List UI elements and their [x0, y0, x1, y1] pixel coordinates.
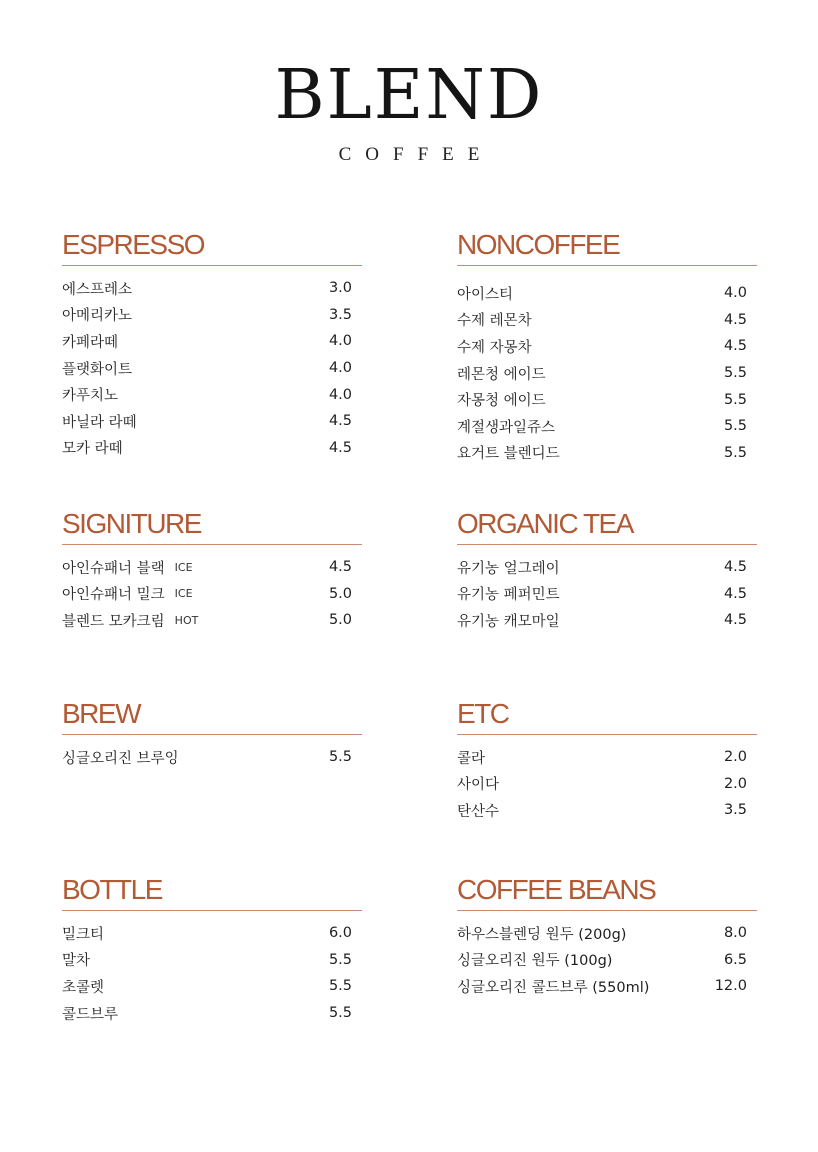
menu-item-price: 4.5	[328, 559, 352, 576]
menu-item-name: 아인슈패너 블랙	[62, 560, 165, 577]
menu-item-name: 콜드브루	[62, 1006, 119, 1023]
menu-item-name: 싱글오리진 브루잉	[62, 750, 179, 767]
section-divider	[457, 265, 757, 266]
section-title: SIGNITURE	[62, 508, 201, 539]
menu-item-name: 아메리카노	[62, 308, 133, 325]
menu-item-name: 레몬청 에이드	[457, 366, 546, 383]
menu-item-name: 콜라	[457, 750, 486, 767]
section-noncoffee	[457, 227, 757, 466]
menu-item	[457, 797, 757, 824]
menu-item	[457, 607, 757, 634]
menu-item-price: 5.5	[328, 749, 352, 766]
menu-item-name: 블렌드 모카크림	[62, 613, 165, 630]
menu-item-name: 수제 레몬차	[457, 313, 532, 330]
menu-item	[62, 581, 362, 608]
menu-item-temperature-tag: ICE	[174, 587, 193, 601]
menu-item	[62, 355, 362, 382]
menu-item-name: 싱글오리진 원두 (100g)	[457, 953, 613, 970]
menu-item	[62, 381, 362, 408]
menu-item-price: 5.0	[328, 612, 352, 629]
menu-item-price: 5.5	[328, 951, 352, 968]
menu-item	[62, 744, 362, 771]
section-brew	[62, 696, 362, 771]
menu-item	[457, 973, 757, 1000]
section-organic-tea	[457, 506, 757, 634]
menu-item-name: 자몽청 에이드	[457, 393, 546, 410]
menu-item-list	[457, 744, 757, 824]
menu-item	[457, 307, 757, 334]
menu-item-price: 5.5	[328, 978, 352, 995]
menu-item-list	[62, 554, 362, 634]
menu-item-name: 카페라떼	[62, 334, 119, 351]
brand-subtitle: COFFEE	[338, 144, 494, 165]
menu-item-price: 4.5	[328, 413, 352, 430]
menu-item	[457, 947, 757, 974]
brand-header	[0, 56, 818, 166]
section-bottle	[62, 872, 362, 1026]
menu-item-price: 4.5	[723, 585, 747, 602]
menu-item	[62, 947, 362, 974]
menu-item-price: 5.5	[723, 365, 747, 382]
menu-item-temperature-tag: HOT	[174, 613, 199, 627]
menu-item-name: 사이다	[457, 777, 500, 794]
menu-item	[62, 275, 362, 302]
menu-item-list	[62, 920, 362, 1026]
menu-item	[62, 607, 362, 634]
menu-item-price: 4.5	[723, 338, 747, 355]
section-divider	[457, 910, 757, 911]
menu-item-name: 카푸치노	[62, 388, 119, 405]
menu-item-name: 밀크티	[62, 926, 105, 943]
menu-item	[62, 973, 362, 1000]
section-divider	[457, 734, 757, 735]
menu-item-name: 계절생과일쥬스	[457, 419, 556, 436]
menu-item-name: 모카 라떼	[62, 441, 123, 458]
menu-item-price: 5.5	[723, 444, 747, 461]
menu-item-price: 4.0	[328, 333, 352, 350]
menu-item-price: 4.0	[328, 360, 352, 377]
section-title: COFFEE BEANS	[457, 874, 656, 905]
menu-item	[62, 435, 362, 462]
menu-item-price: 5.5	[723, 391, 747, 408]
section-title: NONCOFFEE	[457, 229, 620, 260]
menu-item-name: 바닐라 라떼	[62, 414, 137, 431]
menu-item	[457, 771, 757, 798]
menu-item-price: 4.5	[723, 612, 747, 629]
menu-item	[457, 386, 757, 413]
menu-item-name: 에스프레소	[62, 281, 133, 298]
section-title: ESPRESSO	[62, 229, 205, 260]
menu-item	[457, 333, 757, 360]
menu-item-name: 말차	[62, 953, 91, 970]
menu-item-name: 아인슈패너 밀크	[62, 587, 165, 604]
section-divider	[62, 544, 362, 545]
menu-item-price: 5.5	[328, 1005, 352, 1022]
section-title: ETC	[457, 698, 509, 729]
menu-item-price: 3.5	[328, 306, 352, 323]
section-divider	[62, 734, 362, 735]
menu-item	[457, 920, 757, 947]
menu-item-price: 5.0	[328, 585, 352, 602]
menu-item-name: 유기농 페퍼민트	[457, 587, 560, 604]
menu-item	[457, 744, 757, 771]
section-title: BREW	[62, 698, 140, 729]
menu-item	[457, 440, 757, 467]
section-espresso	[62, 227, 362, 461]
menu-item-price: 8.0	[723, 925, 747, 942]
menu-item-name: 유기농 얼그레이	[457, 560, 560, 577]
menu-item-price: 4.0	[328, 386, 352, 403]
menu-item-price: 2.0	[723, 775, 747, 792]
section-coffee-beans	[457, 872, 757, 1000]
menu-item-list	[457, 280, 757, 466]
menu-item-price: 4.5	[723, 559, 747, 576]
menu-item-list	[62, 744, 362, 771]
menu-item	[62, 920, 362, 947]
menu-item	[62, 328, 362, 355]
menu-item-name: 요거트 블렌디드	[457, 446, 560, 463]
menu-item-price: 5.5	[723, 418, 747, 435]
menu-item	[62, 302, 362, 329]
menu-item	[62, 1000, 362, 1027]
menu-item-name: 아이스티	[457, 286, 514, 303]
menu-item-name: 탄산수	[457, 803, 500, 820]
menu-item-price: 2.0	[723, 749, 747, 766]
menu-item-price: 4.5	[723, 311, 747, 328]
menu-item-price: 6.5	[723, 951, 747, 968]
brand-title: BLEND	[274, 56, 544, 135]
menu-item	[457, 413, 757, 440]
menu-item-name: 싱글오리진 콜드브루 (550ml)	[457, 979, 650, 996]
menu-item-price: 3.0	[328, 280, 352, 297]
menu-item	[62, 554, 362, 581]
menu-item	[457, 581, 757, 608]
section-signiture	[62, 506, 362, 634]
menu-item-price: 3.5	[723, 802, 747, 819]
menu-item	[457, 360, 757, 387]
menu-item-price: 4.0	[723, 285, 747, 302]
menu-item-name: 플랫화이트	[62, 361, 133, 378]
menu-item-price: 6.0	[328, 925, 352, 942]
section-title: ORGANIC TEA	[457, 508, 633, 539]
menu-item-name: 수제 자몽차	[457, 339, 532, 356]
menu-item-name: 유기농 캐모마일	[457, 613, 560, 630]
menu-item-name: 초콜렛	[62, 979, 105, 996]
section-divider	[62, 910, 362, 911]
menu-item-name: 하우스블렌딩 원두 (200g)	[457, 926, 627, 943]
menu-item-temperature-tag: ICE	[174, 560, 193, 574]
menu-item-price: 12.0	[714, 978, 747, 995]
menu-item	[457, 280, 757, 307]
menu-item-price: 4.5	[328, 439, 352, 456]
menu-item	[62, 408, 362, 435]
menu-item-list	[457, 920, 757, 1000]
section-etc	[457, 696, 757, 824]
menu-item-list	[62, 275, 362, 461]
section-divider	[62, 265, 362, 266]
section-divider	[457, 544, 757, 545]
menu-item-list	[457, 554, 757, 634]
section-title: BOTTLE	[62, 874, 162, 905]
menu-item	[457, 554, 757, 581]
